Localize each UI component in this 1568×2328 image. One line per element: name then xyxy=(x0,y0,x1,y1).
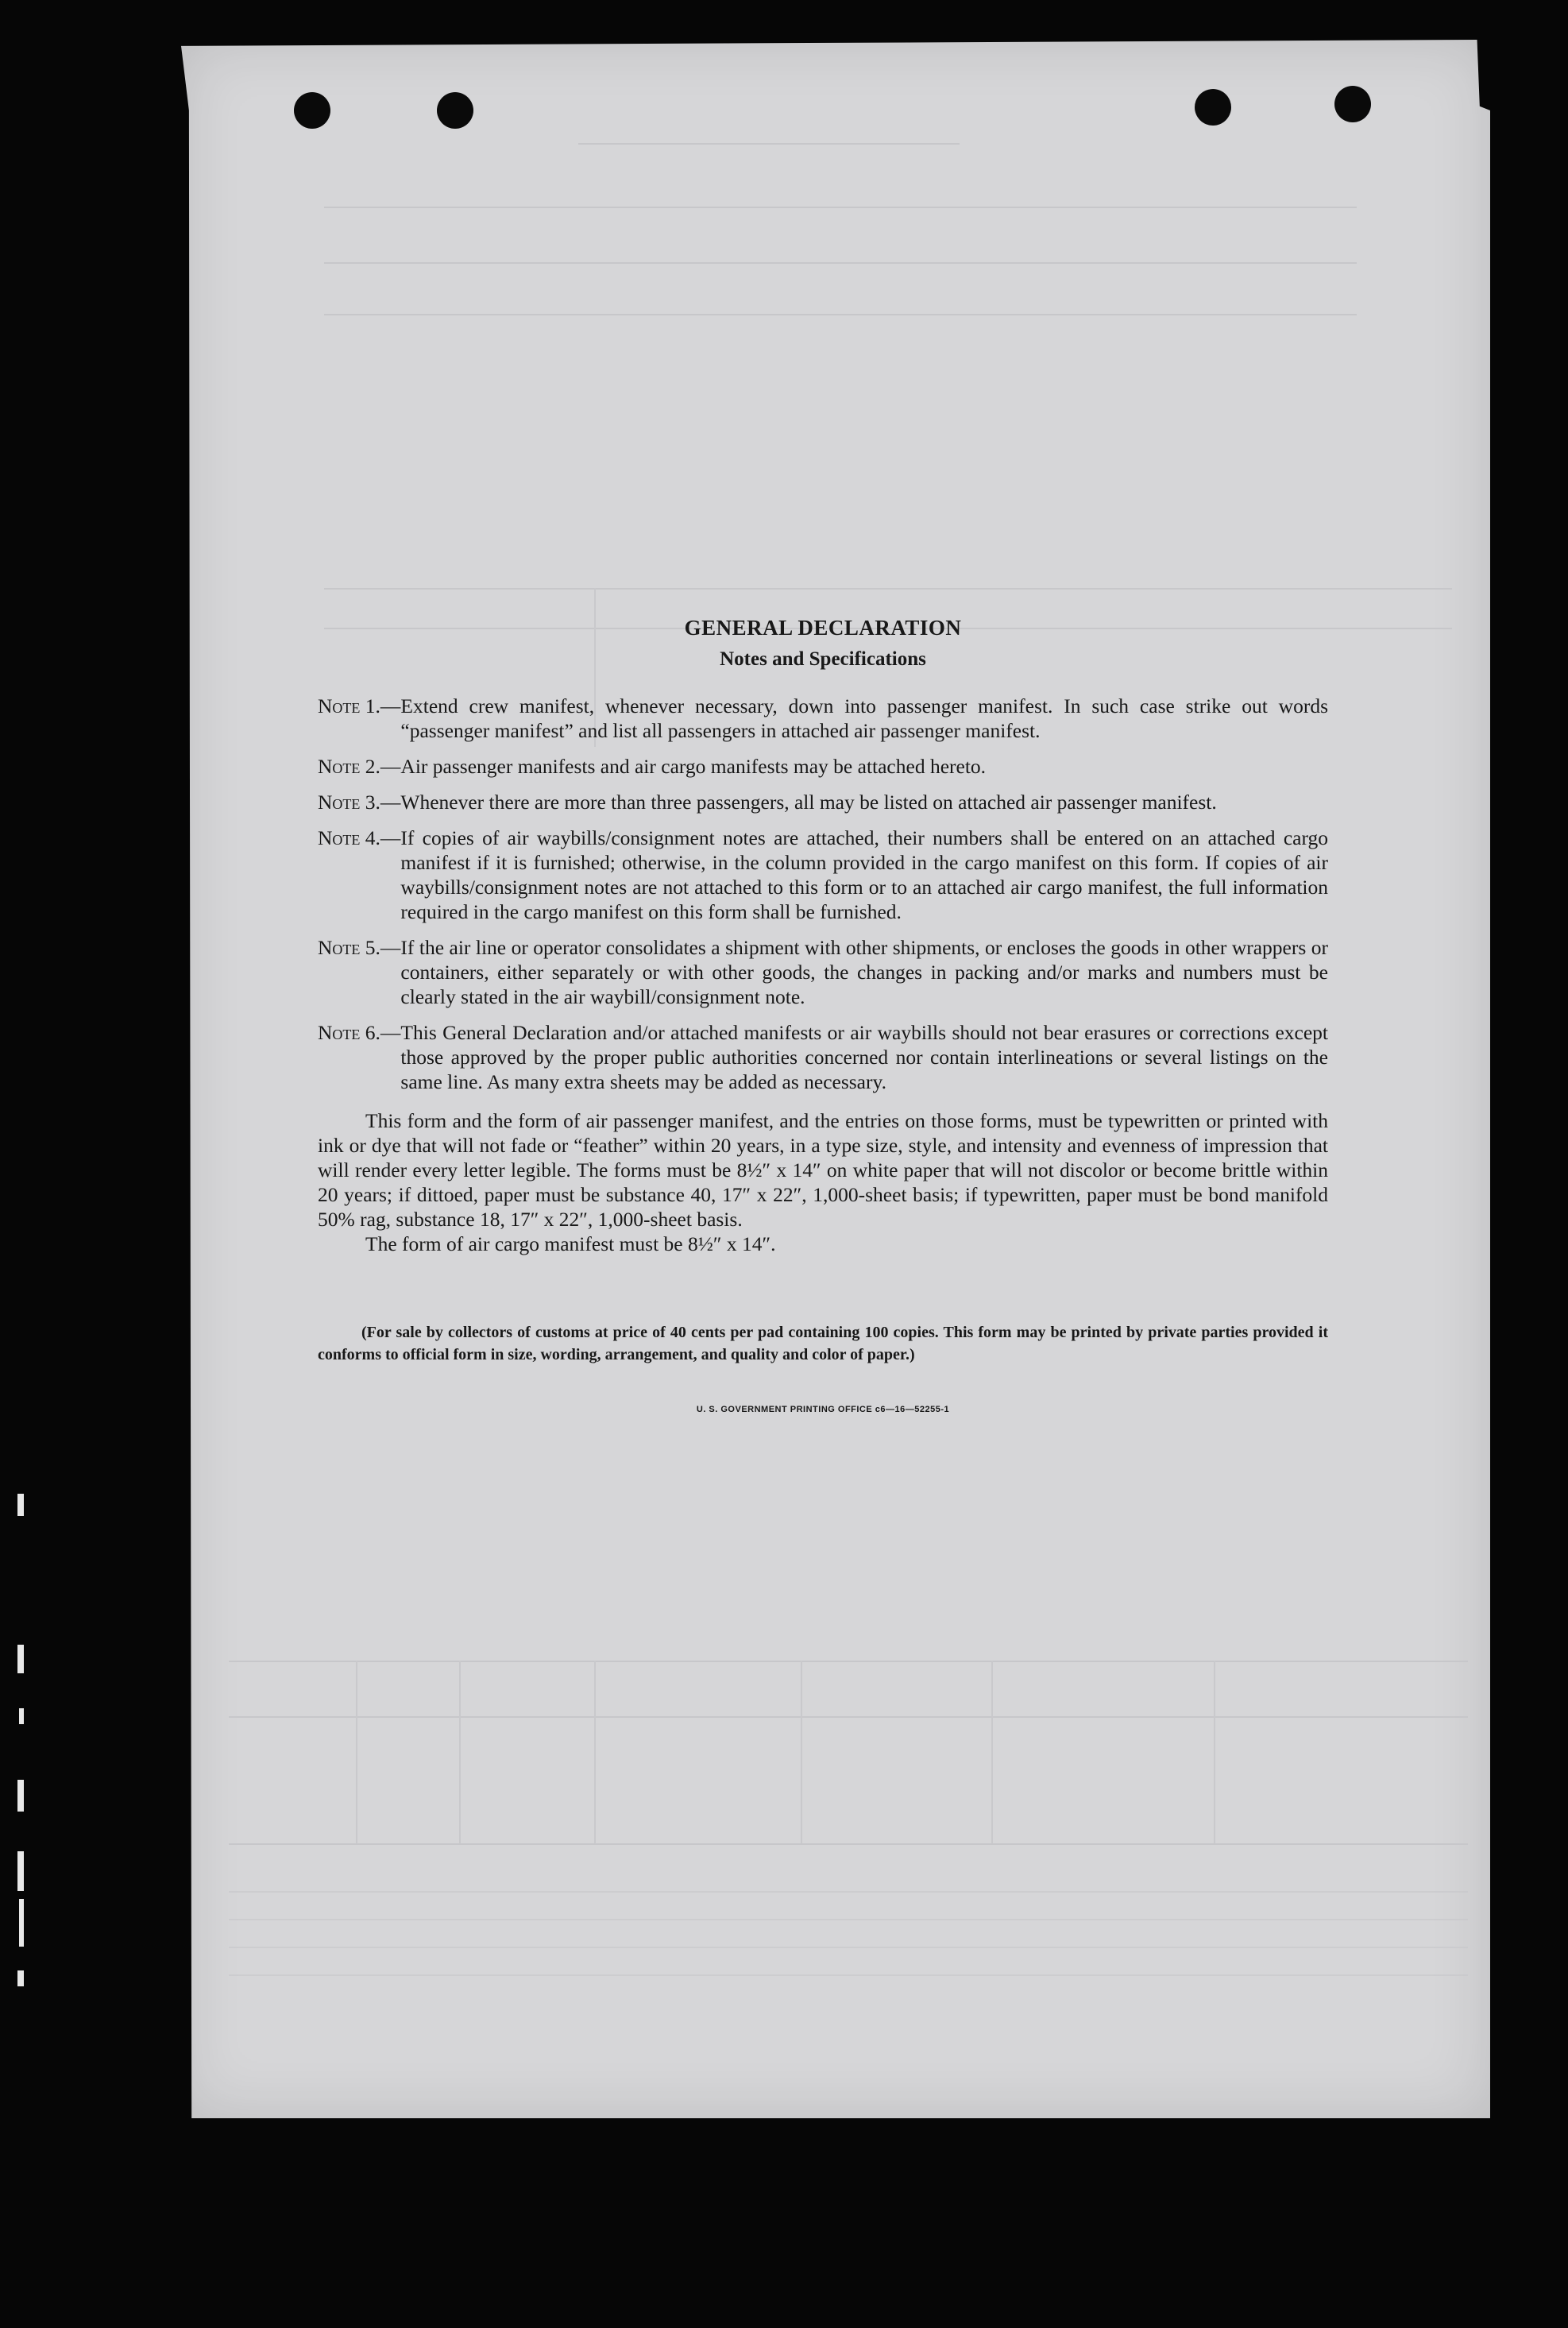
bleed-through-line xyxy=(229,1661,1468,1662)
bleed-through-line xyxy=(229,1716,1468,1718)
note-1: Note 1. — Extend crew manifest, whenever necessary, down into passenger manifest. In such case strike out words “passenger manifest” and list all passengers in attached air passenger manifest. xyxy=(318,694,1328,742)
note-label: Note 2. xyxy=(318,755,380,778)
form-specification-paragraph: This form and the form of air passenger manifest, and the entries on those forms, must be typewritten or printed with ink or dye that will not fade or “feather” within 20 years, in a type size, style, and intensity and evenness of impression that will render every letter legible. The forms must be 8½″ x 14″ on white paper that will not discolor or become brittle within 20 years; if dittoed, paper must be substance 40, 17″ x 22″, 1,000-sheet basis; if typewritten, paper must be bond manifold 50% rag, substance 18, 17″ x 22″, 1,000-sheet basis. xyxy=(318,1109,1328,1231)
film-edge-mark xyxy=(17,1780,24,1812)
film-edge-mark xyxy=(19,1899,24,1947)
bleed-through-line xyxy=(459,1661,461,1843)
bleed-through-line xyxy=(229,1919,1468,1920)
bleed-through-line xyxy=(356,1661,357,1843)
film-edge-mark xyxy=(17,1645,24,1673)
bleed-through-line xyxy=(801,1661,802,1843)
note-text: This General Declaration and/or attached manifests or air waybills should not bear erasures or corrections except those approved by the proper public authorities concerned nor contain interlineations or several listings on the same line. As many extra sheets may be added as necessary. xyxy=(400,1021,1328,1093)
note-label: Note 5. xyxy=(318,936,380,959)
bleed-through-line xyxy=(324,314,1357,315)
note-label: Note 1. xyxy=(318,694,380,717)
bleed-through-line xyxy=(324,588,1452,590)
bleed-through-line xyxy=(229,1974,1468,1976)
note-5: Note 5. — If the air line or operator consolidates a shipment with other shipments, or encloses the goods in other wrappers or containers, either separately or with other goods, the changes in packing and/or marks and numbers must be clearly stated in the air waybill/consignment note. xyxy=(318,936,1328,1008)
bleed-through-line xyxy=(1214,1661,1215,1843)
note-text: If copies of air waybills/consignment notes are attached, their numbers shall be entered on an attached cargo manifest if it is furnished; otherwise, in the column provided in the cargo manifest on this form. If copies of air waybills/consignment notes are not attached to this form or to an attached air cargo manifest, the full information required in the cargo manifest on this form shall be furnished. xyxy=(400,826,1328,923)
note-3: Note 3. — Whenever there are more than three passengers, all may be listed on attached air passenger manifest. xyxy=(318,790,1328,814)
note-2: Note 2. — Air passenger manifests and air cargo manifests may be attached hereto. xyxy=(318,754,1328,779)
punch-hole xyxy=(1334,86,1371,122)
note-text: If the air line or operator consolidates a shipment with other shipments, or encloses the goods in other wrappers or containers, either separately or with other goods, the changes in packing and/or marks and numbers must be clearly stated in the air waybill/consignment note. xyxy=(400,936,1328,1008)
bleed-through-line xyxy=(991,1661,993,1843)
punch-hole xyxy=(1195,89,1231,126)
printing-office-imprint: U. S. GOVERNMENT PRINTING OFFICE c6—16—52255-1 xyxy=(696,1405,950,1414)
bleed-through-line xyxy=(324,262,1357,264)
bleed-through-line xyxy=(578,143,960,145)
note-label: Note 3. xyxy=(318,791,380,814)
bleed-through-line xyxy=(229,1947,1468,1948)
note-text: Whenever there are more than three passengers, all may be listed on attached air passenger manifest. xyxy=(400,791,1217,814)
punch-hole xyxy=(294,92,330,129)
film-edge-mark xyxy=(17,1851,24,1891)
film-edge-mark xyxy=(19,1708,24,1724)
bleed-through-line xyxy=(229,1843,1468,1845)
bleed-through-line xyxy=(594,1661,596,1843)
bleed-through-line xyxy=(324,207,1357,208)
film-edge-mark xyxy=(17,1970,24,1986)
bleed-through-line xyxy=(229,1891,1468,1893)
document-subtitle: Notes and Specifications xyxy=(720,648,926,670)
film-edge-mark xyxy=(17,1494,24,1516)
sale-notice: (For sale by collectors of customs at price of 40 cents per pad containing 100 copies. This form may be printed by private parties provided it conforms to official form in size, wording, arrangement, and quality and color of paper.) xyxy=(318,1324,1328,1363)
note-text: Extend crew manifest, whenever necessary, down into passenger manifest. In such case strike out words “passenger manifest” and list all passengers in attached air passenger manifest. xyxy=(400,694,1328,742)
note-4: Note 4. — If copies of air waybills/consignment notes are attached, their numbers shall be entered on an attached cargo manifest if it is furnished; otherwise, in the column provided in the cargo manifest on this form. If copies of air waybills/consignment notes are not attached to this form or to an attached air cargo manifest, the full information required in the cargo manifest on this form shall be furnished. xyxy=(318,826,1328,923)
note-label: Note 6. xyxy=(318,1021,380,1044)
cargo-manifest-size: The form of air cargo manifest must be 8½″ x 14″. xyxy=(365,1232,776,1255)
note-label: Note 4. xyxy=(318,826,380,849)
note-text: Air passenger manifests and air cargo manifests may be attached hereto. xyxy=(400,755,987,778)
declaration-notes xyxy=(318,616,1328,1422)
note-6: Note 6. — This General Declaration and/or attached manifests or air waybills should not bear erasures or corrections except those approved by the proper public authorities concerned nor contain interlineations or several listings on the same line. As many extra sheets may be added as necessary. xyxy=(318,1021,1328,1093)
document-title: GENERAL DECLARATION xyxy=(684,616,962,640)
punch-hole xyxy=(437,92,473,129)
